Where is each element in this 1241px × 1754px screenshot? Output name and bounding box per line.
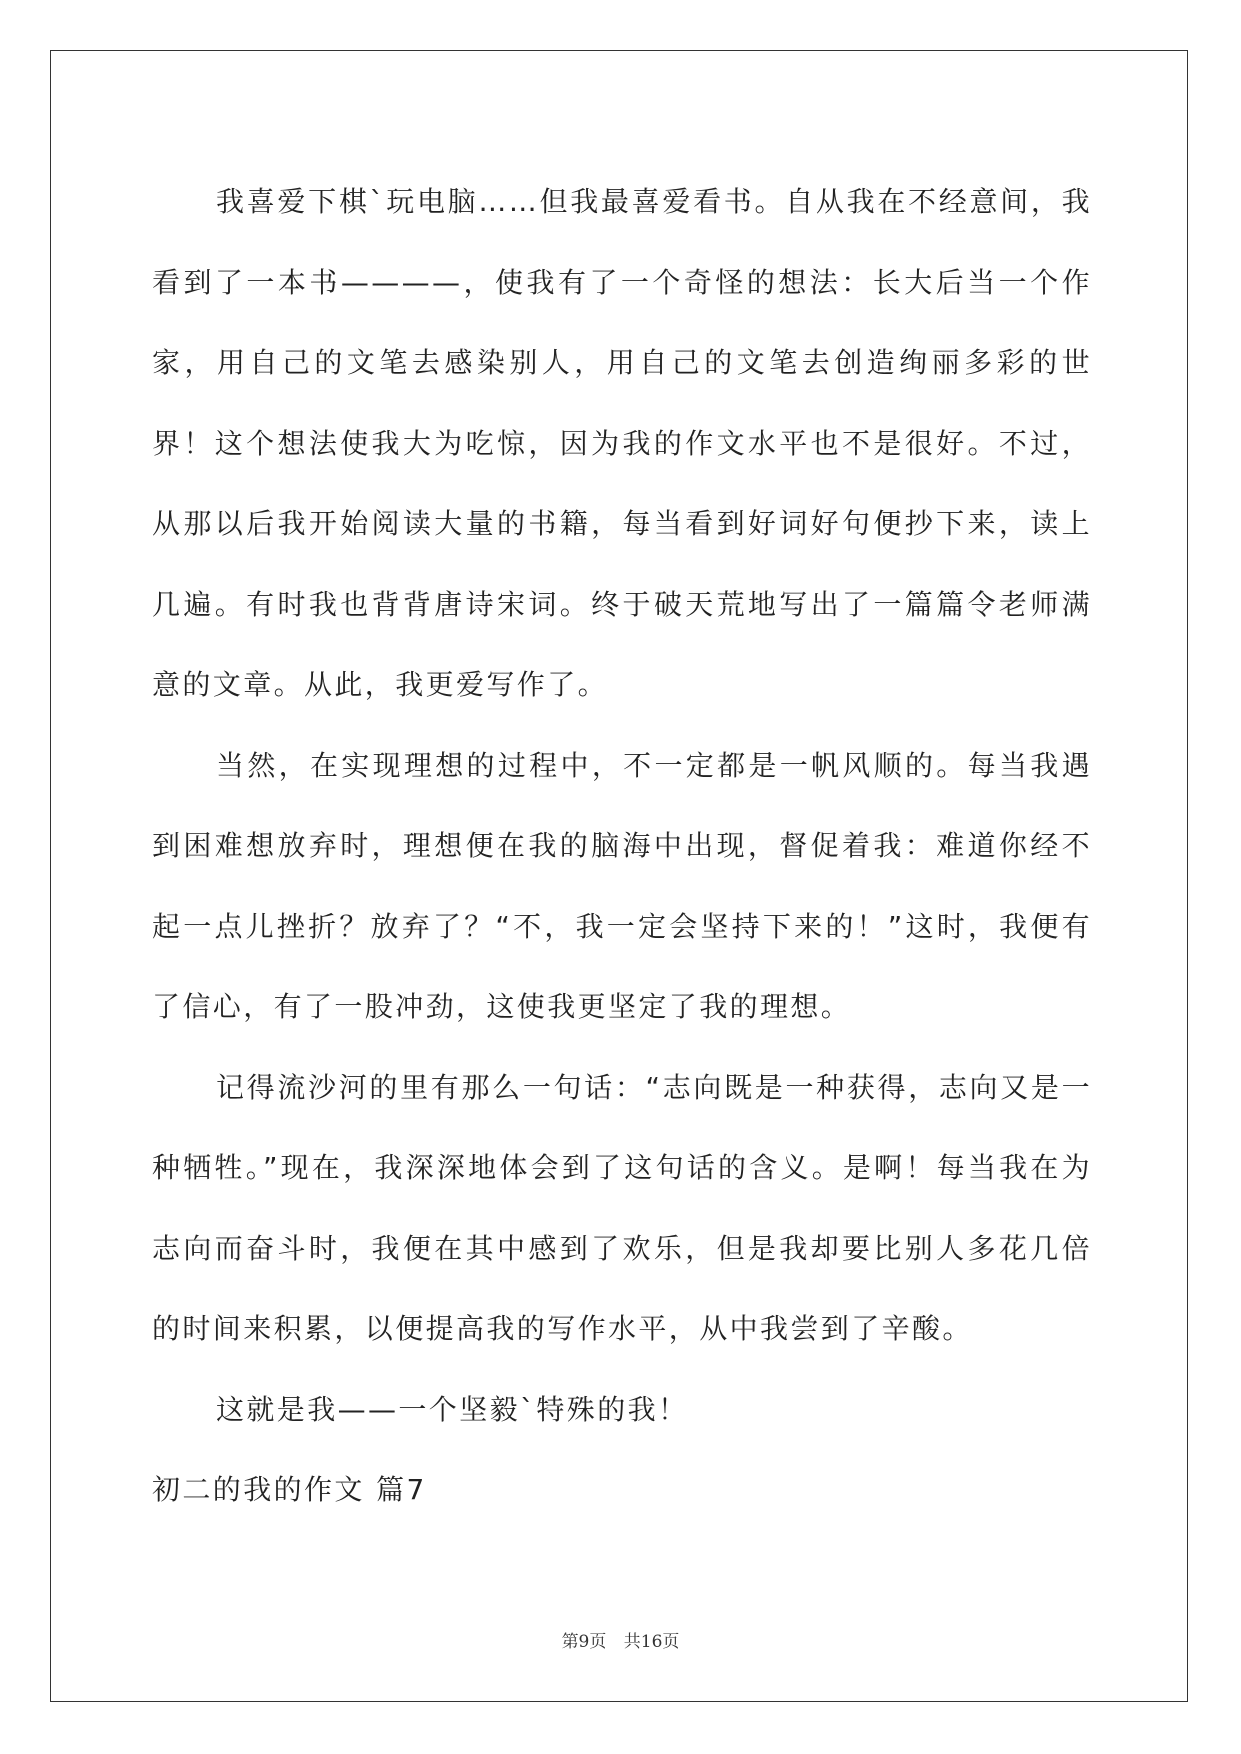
paragraph-2: 当然，在实现理想的过程中，不一定都是一帆风顺的。每当我遇到困难想放弃时，理想便在我的脑海中出现，督促着我：难道你经不起一点儿挫折？放弃了？“不，我一定会坚持下来的！”这时，我便有了信心，有了一股冲劲，这使我更坚定了我的理想。: [152, 748, 1092, 1023]
page-total: 共16页: [623, 1632, 680, 1652]
document-body: [152, 162, 1092, 1531]
paragraph-1: 我喜爱下棋`玩电脑……但我最喜爱看书。自从我在不经意间，我看到了一本书————，使我有了一个奇怪的想法：长大后当一个作家，用自己的文笔去感染别人，用自己的文笔去创造绚丽多彩的世界！这个想法使我大为吃惊，因为我的作文水平也不是很好。不过，从那以后我开始阅读大量的书籍，每当看到好词好句便抄下来，读上几遍。有时我也背背唐诗宋词。终于破天荒地写出了一篇篇令老师满意的文章。从此，我更爱写作了。: [152, 185, 1092, 701]
section-heading: 初二的我的作文 篇7: [152, 1473, 427, 1506]
page-footer: [0, 1627, 1241, 1652]
paragraph-3: 记得流沙河的里有那么一句话：“志向既是一种获得，志向又是一种牺牲。”现在，我深深地体会到了这句话的含义。是啊！每当我在为志向而奋斗时，我便在其中感到了欢乐，但是我却要比别人多花几倍的时间来积累，以便提高我的写作水平，从中我尝到了辛酸。: [152, 1070, 1092, 1345]
page-number: 第9页: [561, 1632, 607, 1652]
paragraph-4: 这就是我——一个坚毅`特殊的我！: [216, 1392, 689, 1426]
